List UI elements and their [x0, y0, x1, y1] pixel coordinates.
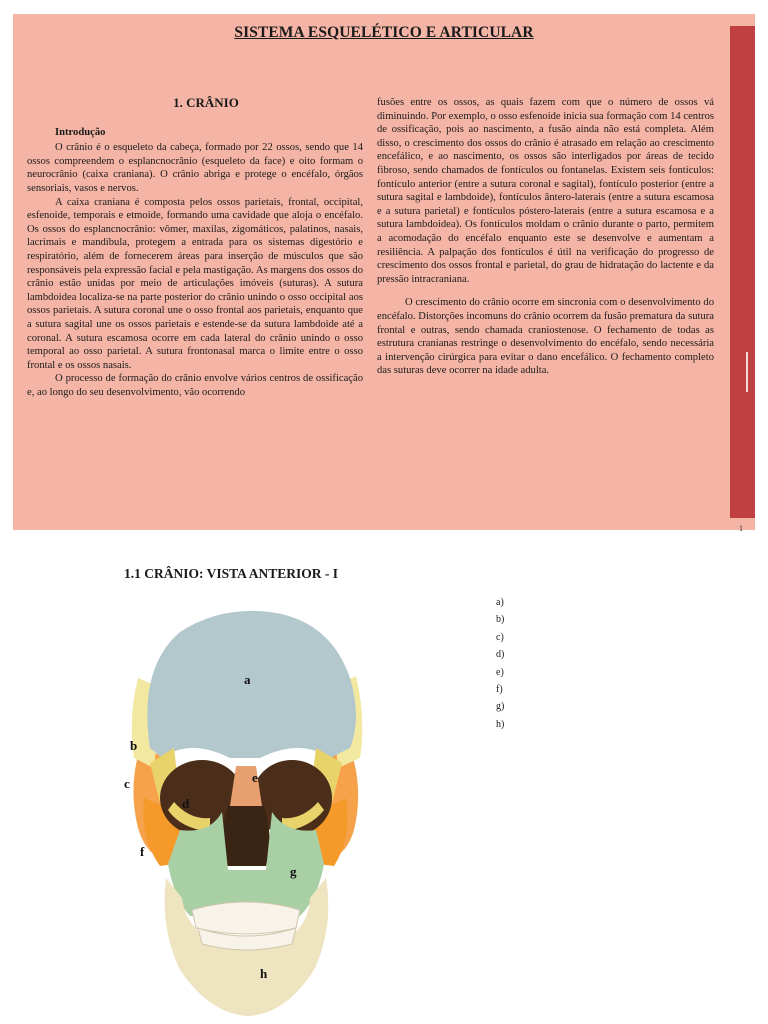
label-g: g	[290, 864, 297, 879]
paragraph: O crânio é o esqueleto da cabeça, formado por 22 ossos, sendo que 14 ossos compreendem o esplancnocrânio (esqueleto da face) e oito formam o neurocrânio (caixa craniana). O crânio abriga e protege o encéfalo, órgãos sensoriais, vasos e nervos.	[27, 142, 363, 194]
upper-teeth	[192, 902, 300, 934]
bar-tick	[746, 352, 748, 392]
page-number: 1	[739, 524, 743, 533]
answer-line: f)	[496, 684, 503, 696]
answer-line: g)	[496, 701, 505, 713]
answer-line: d)	[496, 649, 505, 661]
section-title: 1. CRÂNIO	[173, 95, 239, 110]
label-c: c	[124, 776, 130, 791]
answer-line: h)	[496, 718, 505, 730]
paragraph: O crescimento do crânio ocorre em sincronia com o desenvolvimento do encéfalo. Distorções incomuns do crânio ocorrem da fusão prematura da sutura frontal e outras, sendo chamada craniostenose. O fechamento de todas as estrutura cranianas restringe o desenvolvimento do encéfalo, sendo necessária a intervenção cirúrgica para evitar o dano encefálico. O fechamento completo das suturas deve ocorrer na idade adulta.	[377, 297, 714, 377]
skull-illustration	[110, 598, 380, 1024]
right-column	[377, 96, 714, 378]
label-h: h	[260, 966, 268, 981]
paragraph: A caixa craniana é composta pelos ossos parietais, frontal, occipital, esfenoide, temporais e etmoide, formando uma cavidade que aloja o encéfalo. Os ossos do esplancnocrânio: vômer, maxilas, zigomáticos, palatinos, nasais, lacrimais e mandíbula, protegem a entrada para os sistemas digestório e respiratório, além de fornecerem áreas para inserção de músculos que são responsáveis pela expressão facial e pela mastigação. As margens dos ossos do crânio estão unidas por meio de articulações imóveis (suturas). A sutura lambdoidea localiza-se na parte posterior do crânio unindo o osso occipital aos ossos parietais. A sutura coronal une o osso frontal aos parietais, enquanto que a sutura sagital une os ossos parietais e estende-se da sutura lambdoide até a coronal. A sutura escamosa ocorre em cada lateral do crânio unindo o osso temporal ao osso parietal. A sutura frontonasal marca o limite entre o osso frontal e os ossos nasais.	[27, 196, 363, 371]
frontal-bone	[147, 611, 356, 758]
answer-line: e)	[496, 666, 504, 678]
accent-bar	[730, 26, 755, 518]
document-page	[13, 14, 755, 533]
paragraph: fusões entre os ossos, as quais fazem com que o número de ossos vá diminuindo. Por exemplo, o osso esfenoide inicia sua formação com 14 centros de ossificação, pois ao nascimento, a fusão ainda não está completa. Além disso, o crescimento dos ossos do crânio é atrasado em relação ao crescimento encefálico, e ao nascimento, os ossos são interligados por áreas de tecido fibroso, sendo chamados de fontículos ou fontanelas. Existem seis fontículos: fontículo anterior (entre a sutura coronal e sagital), fontículo posterior (entre a sutura sagital e lambdoide), fontículos ântero-laterais (entre a sutura escamosa e a sutura parietal) e fontículos póstero-laterais (entre a sutura escamosa e a sutura lambdoidea). Os fontículos moldam o crânio durante o parto, permitem a acomodação do encéfalo enquanto este se desenvolve e aumentam a resiliência. A palpação dos fontículos é útil na verificação do progresso de crescimento dos ossos frontal e parietal, do grau de hidratação do lactente e da pressão intracraniana.	[377, 97, 714, 285]
left-column	[27, 96, 363, 399]
document-title: SISTEMA ESQUELÉTICO E ARTICULAR	[234, 24, 534, 41]
label-e: e	[252, 770, 258, 785]
label-a: a	[244, 672, 251, 687]
label-b: b	[130, 738, 138, 753]
intro-heading: Introdução	[55, 126, 106, 138]
answer-line: c)	[496, 631, 504, 643]
answer-list	[496, 594, 504, 733]
paragraph: O processo de formação do crânio envolve vários centros de ossificação e, ao longo do seu desenvolvimento, vão ocorrendo	[27, 373, 363, 398]
label-d: d	[182, 796, 190, 811]
answer-line: b)	[496, 614, 505, 626]
answer-line: a)	[496, 597, 504, 608]
label-f: f	[140, 844, 145, 859]
figure-subtitle: 1.1 CRÂNIO: VISTA ANTERIOR - I	[124, 566, 339, 581]
nasal-cavity	[222, 806, 269, 866]
